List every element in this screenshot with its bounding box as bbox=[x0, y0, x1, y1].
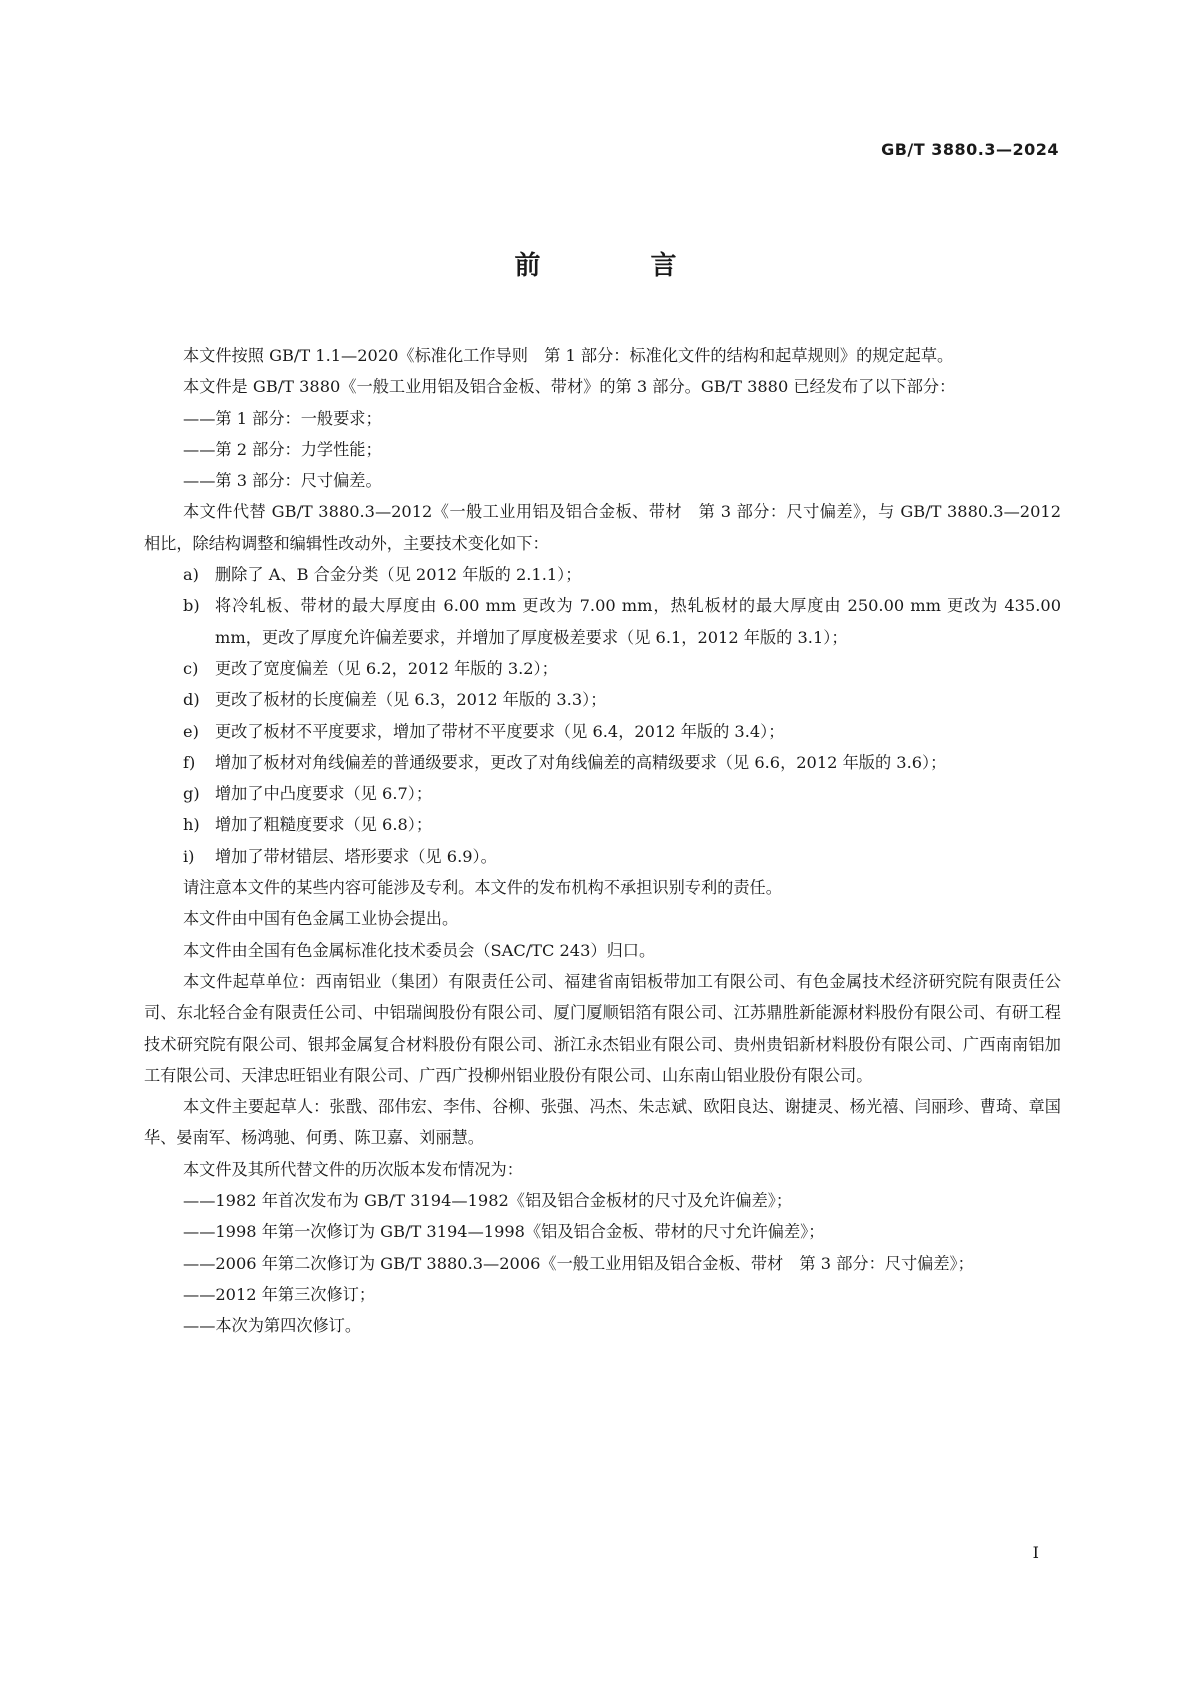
change-item bbox=[144, 809, 1061, 840]
page-title: 前 言 bbox=[514, 251, 719, 281]
change-item bbox=[144, 559, 1061, 590]
change-label: d) bbox=[183, 690, 200, 710]
change-item bbox=[144, 590, 1061, 653]
list-item: ——第 1 部分：一般要求； bbox=[183, 408, 382, 428]
list-item: ——第 3 部分：尺寸偏差。 bbox=[183, 471, 382, 491]
change-text: 增加了板材对角线偏差的普通级要求，更改了对角线偏差的高精级要求（见 6.6，2012 年版的 3.6）； bbox=[215, 752, 947, 772]
change-item bbox=[144, 778, 1061, 809]
history-item: ——本次为第四次修订。 bbox=[183, 1316, 362, 1336]
history-item: ——1998 年第一次修订为 GB/T 3194—1998《铝及铝合金板、带材的尺寸允许偏差》； bbox=[183, 1222, 825, 1242]
change-label: e) bbox=[183, 721, 199, 741]
change-text: 更改了板材的长度偏差（见 6.3，2012 年版的 3.3）； bbox=[215, 690, 607, 710]
change-label: b) bbox=[183, 596, 200, 616]
paragraph-committee: 本文件由全国有色金属标准化技术委员会（SAC/TC 243）归口。 bbox=[183, 940, 656, 960]
change-text: 删除了 A、B 合金分类（见 2012 年版的 2.1.1）； bbox=[215, 565, 582, 585]
change-item bbox=[144, 684, 1061, 715]
change-item bbox=[144, 653, 1061, 684]
paragraph-history-intro: 本文件及其所代替文件的历次版本发布情况为： bbox=[183, 1159, 523, 1179]
change-item bbox=[144, 716, 1061, 747]
change-label: c) bbox=[183, 658, 199, 678]
paragraph-series-info: 本文件是 GB/T 3880《一般工业用铝及铝合金板、带材》的第 3 部分。GB/T 3880 已经发布了以下部分： bbox=[183, 377, 956, 397]
change-label: f) bbox=[183, 752, 196, 772]
paragraph-patent-notice: 请注意本文件的某些内容可能涉及专利。本文件的发布机构不承担识别专利的责任。 bbox=[183, 878, 782, 898]
paragraph-proposer: 本文件由中国有色金属工业协会提出。 bbox=[183, 909, 459, 929]
change-label: a) bbox=[183, 565, 199, 585]
change-text: 增加了粗糙度要求（见 6.8）； bbox=[215, 815, 433, 835]
paragraph-drafting-units: 本文件起草单位：西南铝业（集团）有限责任公司、福建省南铝板带加工有限公司、有色金属技术经济研究院有限责任公司、东北轻合金有限责任公司、中铝瑞闽股份有限公司、厦门厦顺铝箔有限公司、江苏鼎胜新能源材料股份有限公司、有研工程技术研究院有限公司、银邦金属复合材料股份有限公司、浙江永杰铝业有限公司、贵州贵铝新材料股份有限公司、广西南南铝加工有限公司、天津忠旺铝业有限公司、广西广投柳州铝业股份有限公司、山东南山铝业股份有限公司。 bbox=[144, 971, 1061, 1085]
change-text: 增加了带材错层、塔形要求（见 6.9）。 bbox=[215, 846, 497, 866]
change-item bbox=[144, 747, 1061, 778]
change-text: 更改了宽度偏差（见 6.2，2012 年版的 3.2）； bbox=[215, 658, 558, 678]
change-text: 更改了板材不平度要求，增加了带材不平度要求（见 6.4，2012 年版的 3.4）； bbox=[215, 721, 785, 741]
change-label: h) bbox=[183, 815, 200, 835]
paragraph-replacement: 本文件代替 GB/T 3880.3—2012《一般工业用铝及铝合金板、带材 第 3 部分：尺寸偏差》，与 GB/T 3880.3—2012 相比，除结构调整和编辑性改动外，主要技术变化如下： bbox=[144, 502, 1061, 553]
change-text: 增加了中凸度要求（见 6.7）； bbox=[215, 784, 433, 804]
paragraph-drafting-rules: 本文件按照 GB/T 1.1—2020《标准化工作导则 第 1 部分：标准化文件的结构和起草规则》的规定起草。 bbox=[183, 346, 954, 365]
history-item: ——1982 年首次发布为 GB/T 3194—1982《铝及铝合金板材的尺寸及允许偏差》； bbox=[183, 1191, 793, 1211]
change-label: g) bbox=[183, 784, 200, 804]
list-item: ——第 2 部分：力学性能； bbox=[183, 439, 382, 459]
history-item: ——2006 年第二次修订为 GB/T 3880.3—2006《一般工业用铝及铝合金板、带材 第 3 部分：尺寸偏差》； bbox=[183, 1253, 974, 1273]
paragraph-drafters: 本文件主要起草人：张戬、邵伟宏、李伟、谷柳、张强、冯杰、朱志斌、欧阳良达、谢捷灵、杨光禧、闫丽珍、曹琦、章国华、晏南军、杨鸿驰、何勇、陈卫嘉、刘丽慧。 bbox=[144, 1097, 1061, 1148]
foreword-body bbox=[144, 340, 1061, 1342]
change-text: 将冷轧板、带材的最大厚度由 6.00 mm 更改为 7.00 mm，热轧板材的最大厚度由 250.00 mm 更改为 435.00 mm，更改了厚度允许偏差要求，并增加了厚度极差要求（见 6.1，2012 年版的 3.1）； bbox=[215, 596, 1061, 647]
standard-code: GB/T 3880.3—2024 bbox=[881, 140, 1059, 159]
history-item: ——2012 年第三次修订； bbox=[183, 1284, 376, 1304]
change-label: i) bbox=[183, 846, 195, 866]
page-number: I bbox=[1032, 1543, 1039, 1562]
change-item bbox=[144, 841, 1061, 872]
